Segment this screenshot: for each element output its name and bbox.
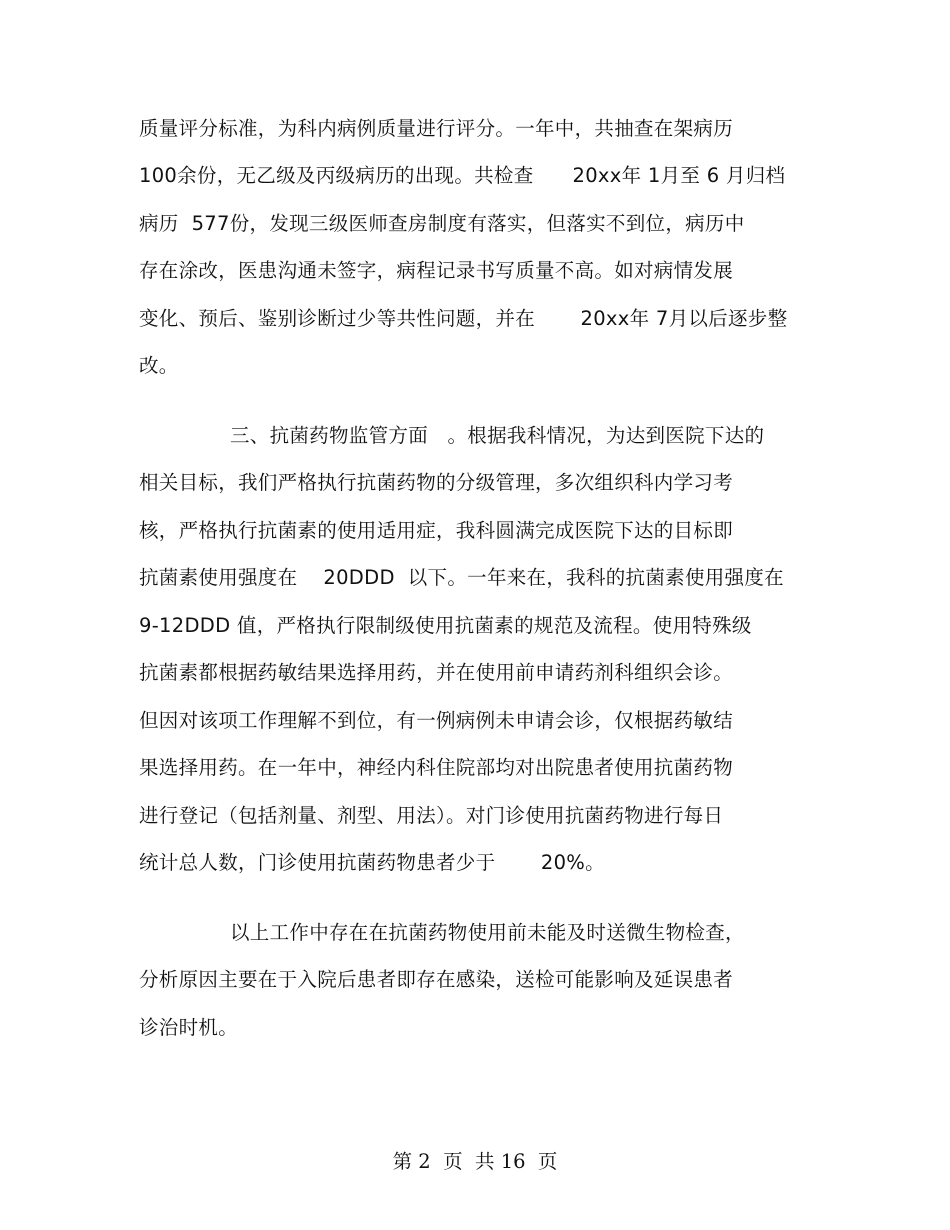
- paragraph-3-line-2: 分析原因主要在于入院后患者即存在感染，送检可能影响及延误患者: [139, 968, 734, 991]
- paragraph-3-line-1: 以上工作中存在在抗菌药物使用前未能及时送微生物检查，: [230, 921, 745, 944]
- paragraph-1-line-2: 100余份，无乙级及丙级病历的出现。共检查 20xx年 1月至 6 月归档: [139, 164, 786, 187]
- paragraph-2-line-1: 三、抗菌药物监管方面 。根据我科情况，为达到医院下达的: [230, 424, 765, 447]
- paragraph-2-line-5: 9-12DDD 值，严格执行限制级使用抗菌素的规范及流程。使用特殊级: [139, 614, 752, 637]
- paragraph-2-line-7: 但因对该项工作理解不到位，有一例病例未申请会诊，仅根据药敏结: [139, 709, 734, 732]
- paragraph-1-line-1: 质量评分标准，为科内病例质量进行评分。一年中，共抽查在架病历: [139, 117, 734, 140]
- paragraph-2-line-10: 统计总人数，门诊使用抗菌药物患者少于 20%。: [139, 851, 605, 874]
- paragraph-2-line-8: 果选择用药。在一年中，神经内科住院部均对出院患者使用抗菌药物: [139, 756, 734, 779]
- paragraph-2-line-6: 抗菌素都根据药敏结果选择用药，并在使用前申请药剂科组织会诊。: [139, 661, 734, 684]
- paragraph-1-line-3: 病历 577份，发现三级医师查房制度有落实，但落实不到位，病历中: [139, 212, 745, 235]
- paragraph-3-line-3: 诊治时机。: [139, 1016, 239, 1039]
- paragraph-2-line-4: 抗菌素使用强度在 20DDD 以下。一年来在，我科的抗菌素使用强度在: [139, 566, 784, 589]
- paragraph-1-line-6: 改。: [139, 354, 179, 377]
- paragraph-2-line-2: 相关目标，我们严格执行抗菌药物的分级管理，多次组织科内学习考: [139, 471, 734, 494]
- paragraph-1-line-5: 变化、预后、鉴别诊断过少等共性问题，并在 20xx年 7月以后逐步整: [139, 307, 788, 330]
- paragraph-2-line-3: 核，严格执行抗菌素的使用适用症，我科圆满完成医院下达的目标即: [139, 519, 734, 542]
- paragraph-1-line-4: 存在涂改，医患沟通未签字，病程记录书写质量不高。如对病情发展: [139, 259, 734, 282]
- paragraph-2-line-9: 进行登记（包括剂量、剂型、用法）。对门诊使用抗菌药物进行每日: [139, 804, 724, 827]
- page-number-footer: 第 2 页 共 16 页: [392, 1150, 558, 1173]
